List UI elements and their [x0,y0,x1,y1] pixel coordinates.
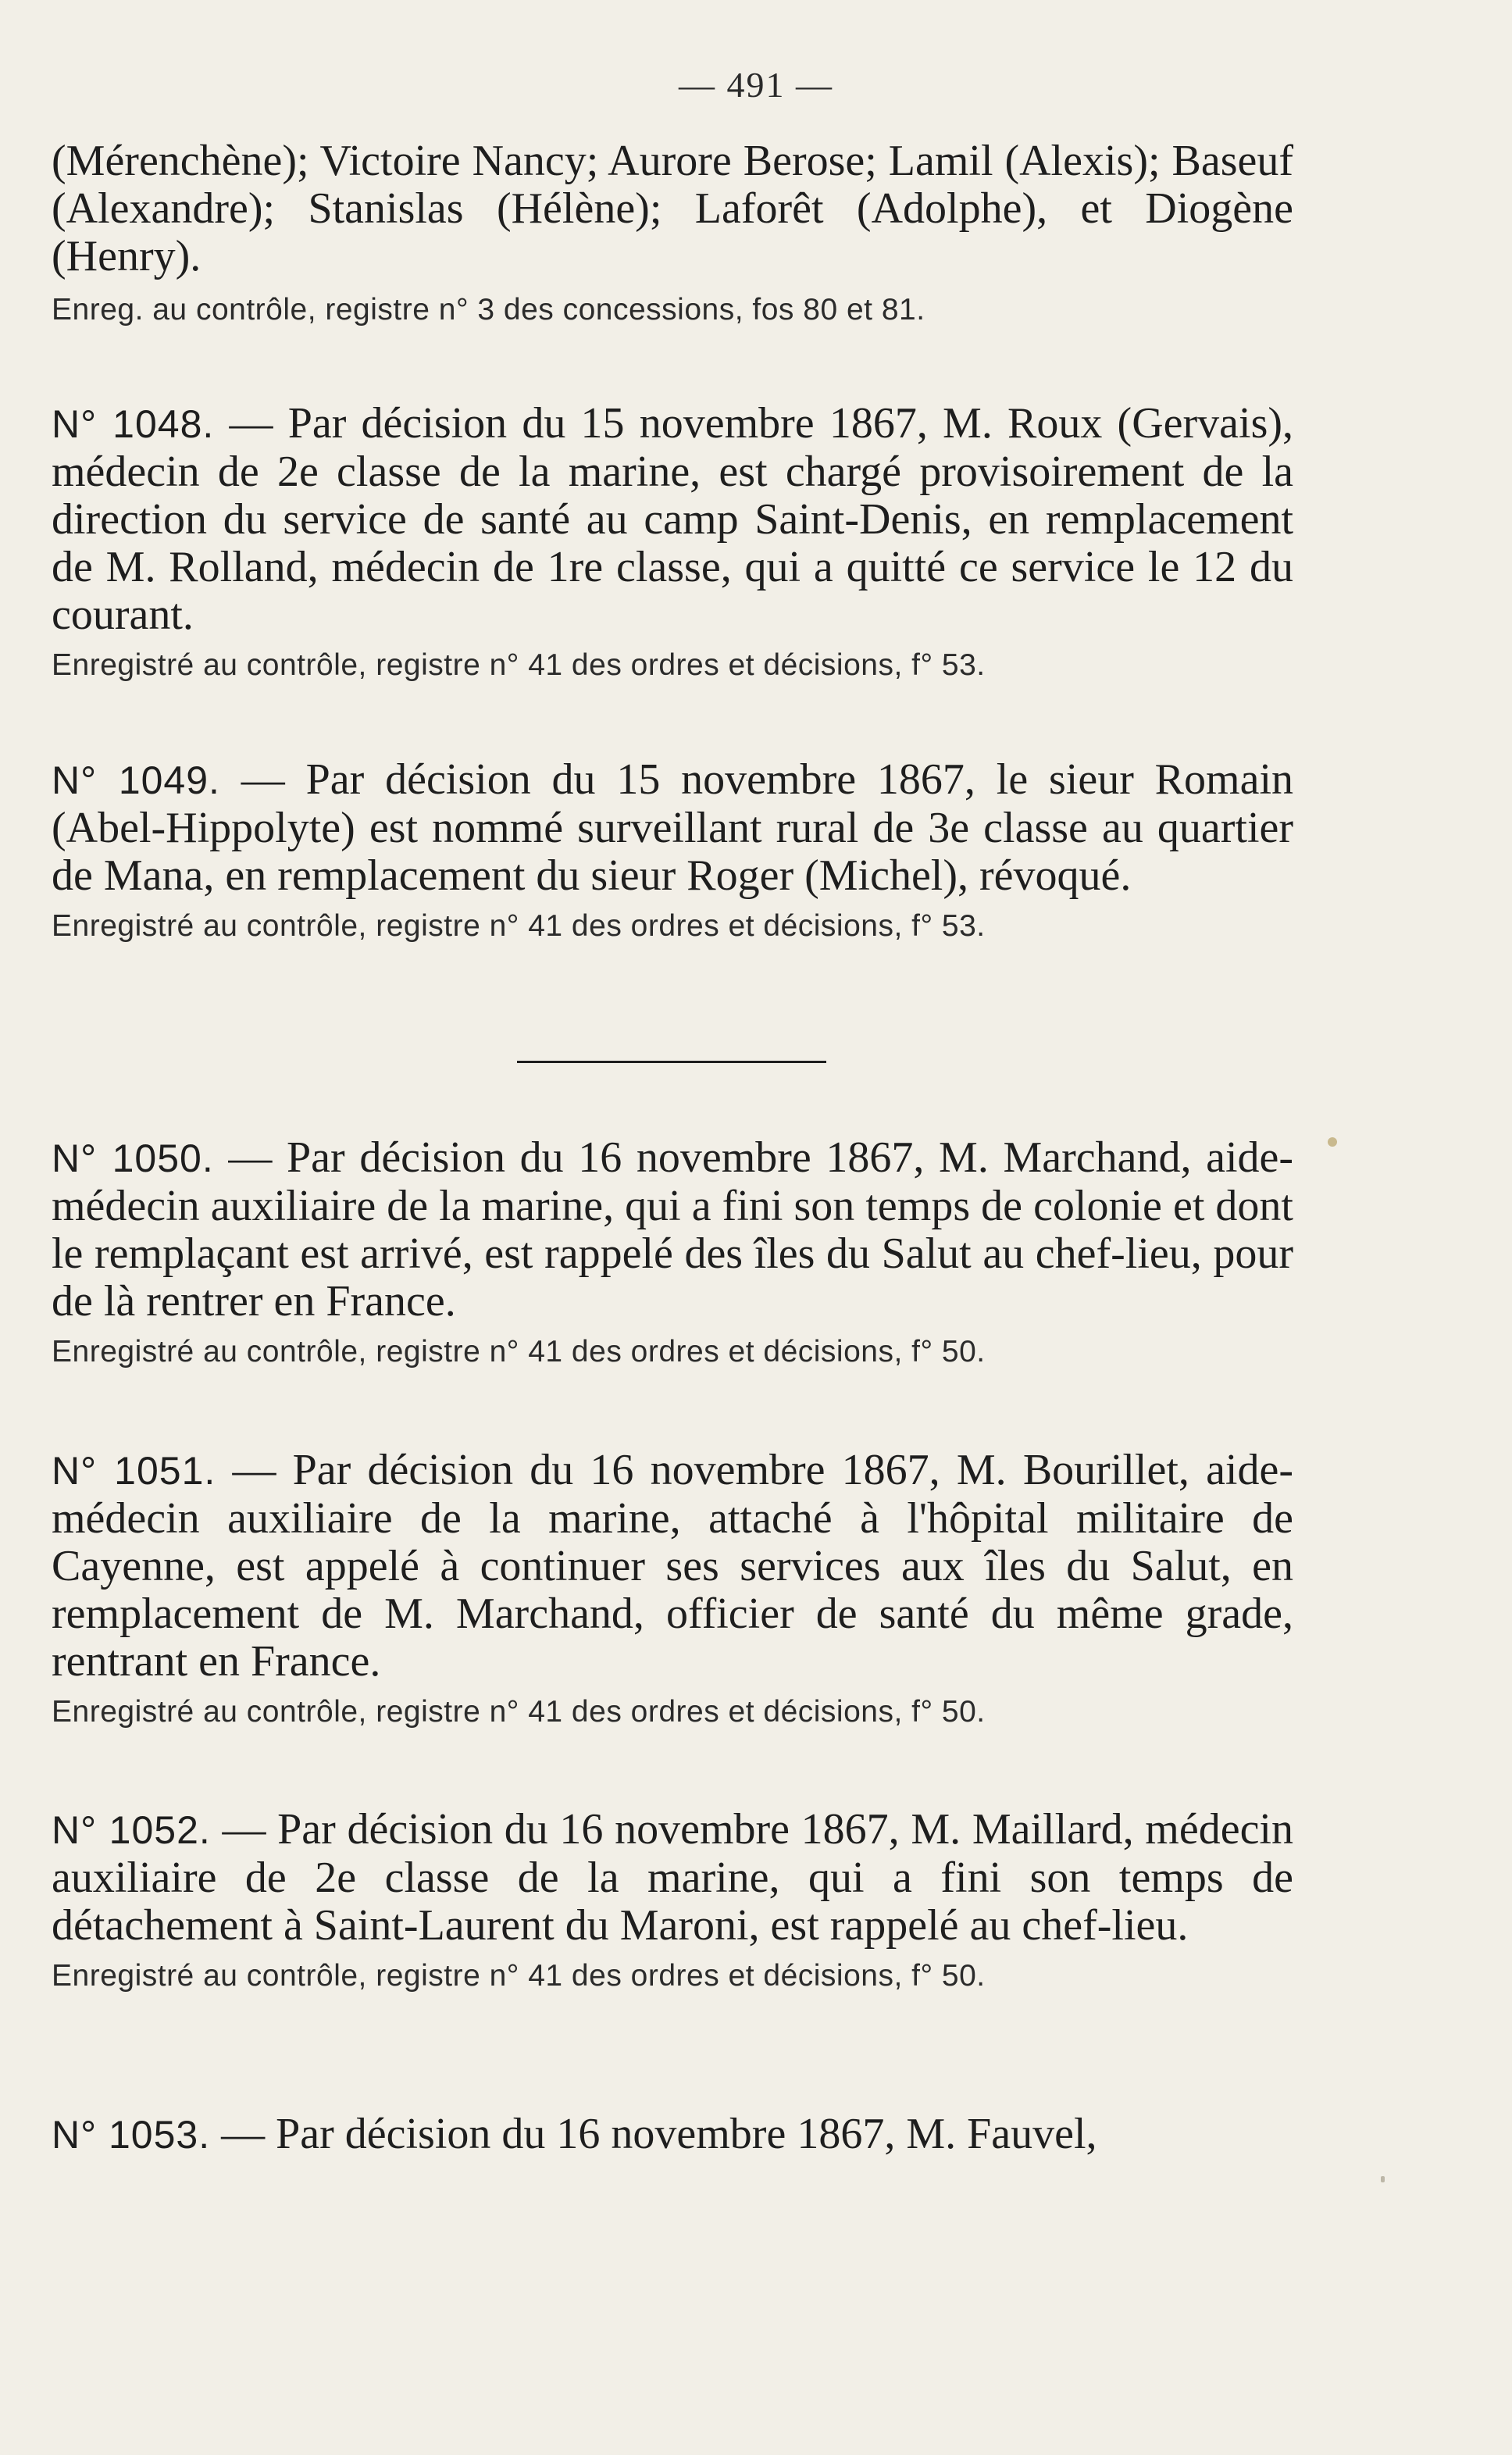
entry-text: — Par décision du 15 novembre 1867, M. Roux (Gervais), médecin de 2e classe de la marine, est chargé provisoirement de la direction du service de santé au camp Saint-Denis, en remplacement de M. Rolland, médecin de 1re classe, qui a quitté ce service le 12 du courant. [52,399,1294,639]
entry-registration: Enregistré au contrôle, registre n° 41 des ordres et décisions, f° 50. [52,1335,986,1368]
entry-1050 [52,1134,1293,1371]
margin-ink-mark [1328,1137,1337,1147]
entry-paragraph [52,2111,1293,2159]
opening-registration: Enreg. au contrôle, registre n° 3 des concessions, fos 80 et 81. [52,293,925,327]
entry-paragraph [52,756,1293,900]
entry-1048 [52,400,1293,684]
entry-1049 [52,756,1293,945]
entry-1053 [52,2111,1293,2159]
entry-text: — Par décision du 16 novembre 1867, M. Maillard, médecin auxiliaire de 2e classe de la marine, qui a fini son temps de détachement à Saint-Laurent du Maroni, est rappelé au chef-lieu. [52,1805,1293,1950]
entry-registration: Enregistré au contrôle, registre n° 41 des ordres et décisions, f° 50. [52,1695,986,1729]
entry-1051 [52,1447,1293,1731]
page-number: — 491 — [679,65,833,105]
entry-number: N° 1049. [52,758,220,802]
entry-number: N° 1048. [52,402,215,446]
entry-paragraph [52,400,1293,639]
entry-paragraph [52,1806,1293,1950]
entry-paragraph [52,1134,1293,1326]
entry-1052 [52,1806,1293,1995]
entry-registration: Enregistré au contrôle, registre n° 41 des ordres et décisions, f° 53. [52,909,986,943]
section-separator [517,1061,826,1063]
entry-text: — Par décision du 15 novembre 1867, le sieur Romain (Abel-Hippolyte) est nommé surveillant rural de 3e classe au quartier de Mana, en remplacement du sieur Roger (Michel), révoqué. [52,755,1294,900]
entry-text: — Par décision du 16 novembre 1867, M. Fauvel, [221,2110,1097,2158]
paper-speck [1381,2176,1385,2182]
entry-registration: Enregistré au contrôle, registre n° 41 des ordres et décisions, f° 50. [52,1959,986,1993]
entry-paragraph [52,1447,1293,1686]
entry-number: N° 1053. [52,2113,211,2157]
entry-registration: Enregistré au contrôle, registre n° 41 des ordres et décisions, f° 53. [52,648,986,682]
entry-number: N° 1052. [52,1808,211,1852]
opening-block [52,137,1293,329]
entry-number: N° 1051. [52,1449,216,1493]
entry-number: N° 1050. [52,1137,214,1180]
entry-text: — Par décision du 16 novembre 1867, M. Bourillet, aide-médecin auxiliaire de la marine, attaché à l'hôpital militaire de Cayenne, est appelé à continuer ses services aux îles du Salut, en remplacement de M. Marchand, officier de santé du même grade, rentrant en France. [52,1446,1293,1686]
opening-text: (Mérenchène); Victoire Nancy; Aurore Berose; Lamil (Alexis); Baseuf (Alexandre); Stanislas (Hélène); Laforêt (Adolphe), et Diogène (Henry). [52,137,1293,280]
entry-text: — Par décision du 16 novembre 1867, M. Marchand, aide-médecin auxiliaire de la marine, qui a fini son temps de colonie et dont le remplaçant est arrivé, est rappelé des îles du Salut au chef-lieu, pour de là rentrer en France. [52,1133,1294,1326]
